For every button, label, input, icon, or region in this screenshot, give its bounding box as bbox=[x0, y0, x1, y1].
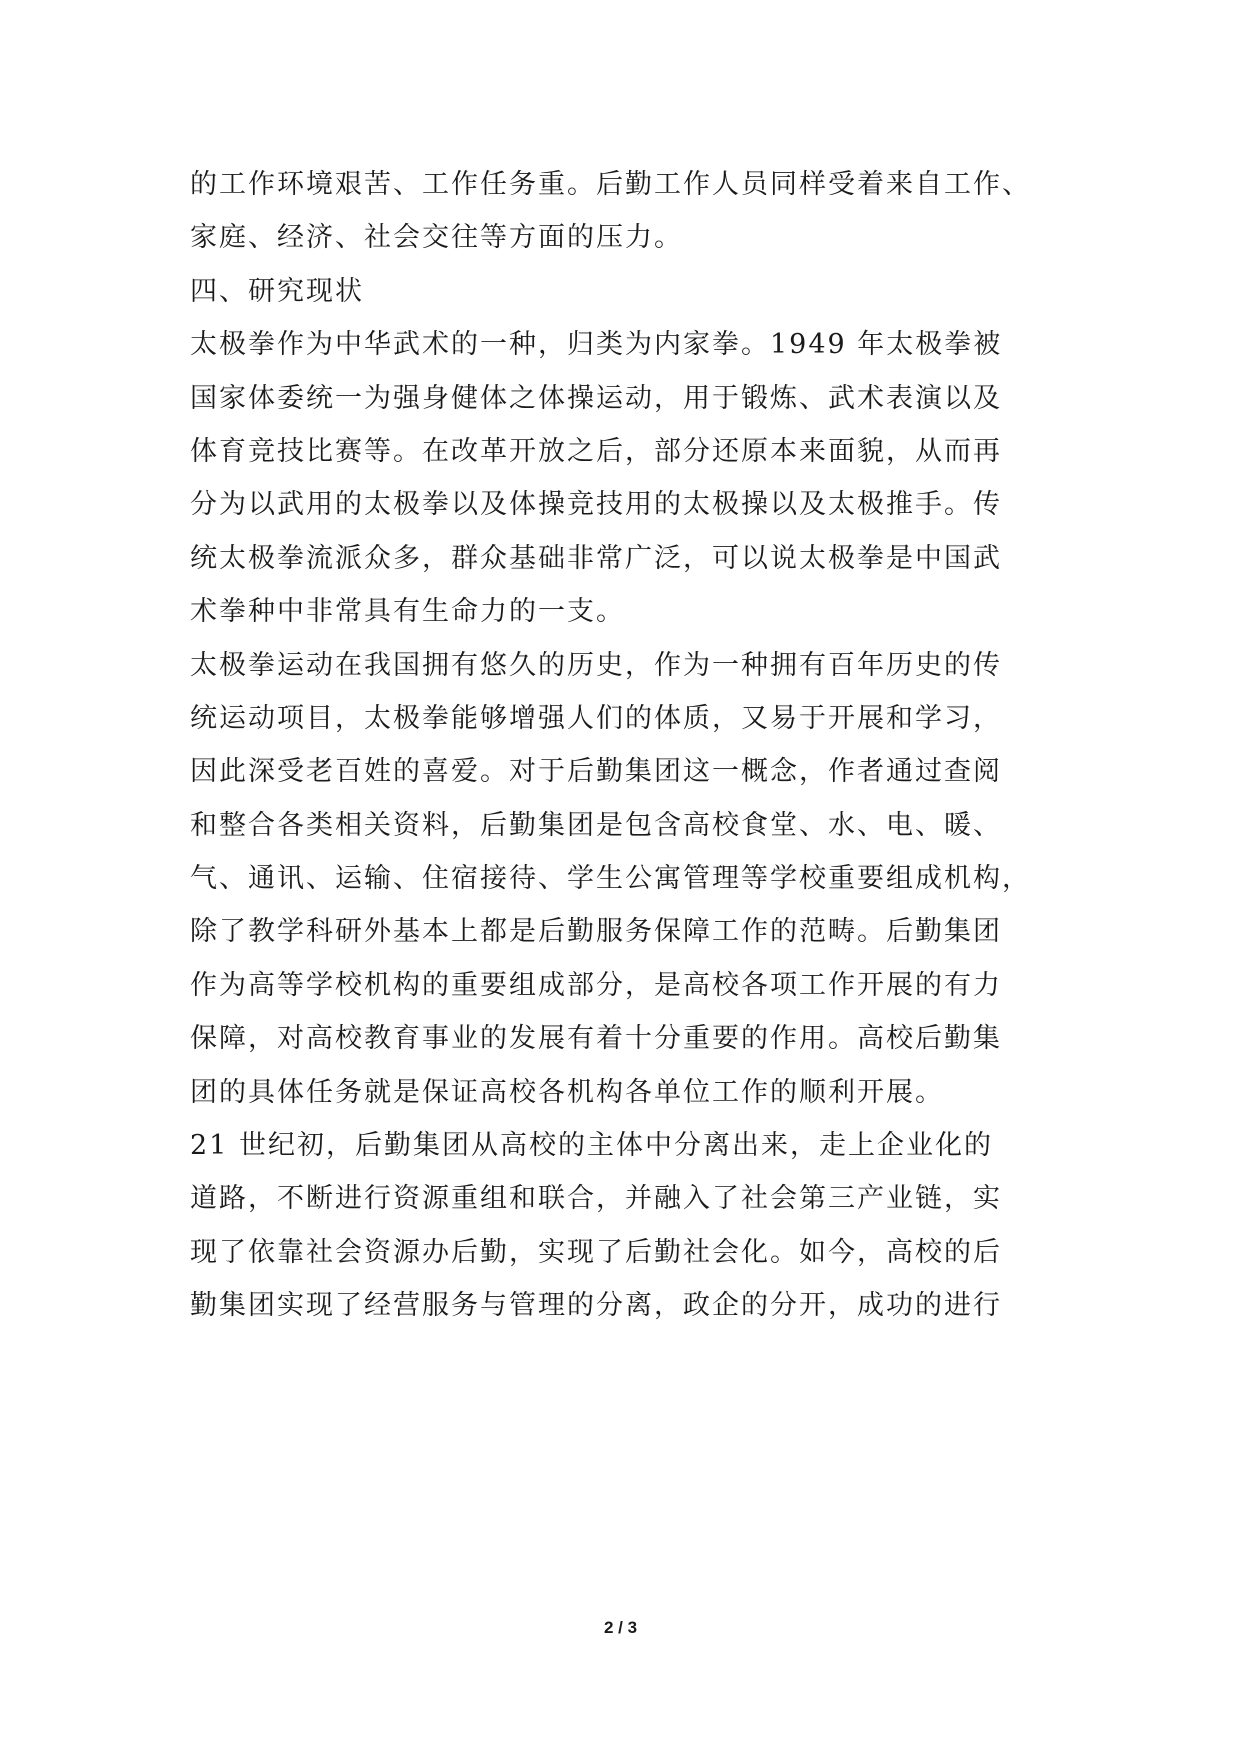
text-line: 统运动项目，太极拳能够增强人们的体质，又易于开展和学习， bbox=[190, 702, 1002, 734]
text-line: 勤集团实现了经营服务与管理的分离，政企的分开，成功的进行 bbox=[190, 1290, 1002, 1322]
text-line: 因此深受老百姓的喜爱。对于后勤集团这一概念，作者通过查阅 bbox=[190, 756, 1002, 788]
text-line: 团的具体任务就是保证高校各机构各单位工作的顺利开展。 bbox=[190, 1076, 944, 1108]
text-line: 道路，不断进行资源重组和联合，并融入了社会第三产业链，实 bbox=[190, 1183, 1002, 1215]
text-line: 太极拳作为中华武术的一种，归类为内家拳。1949 年太极拳被 bbox=[190, 329, 1003, 361]
text-line: 国家体委统一为强身健体之体操运动，用于锻炼、武术表演以及 bbox=[190, 382, 1002, 414]
text-line: 太极拳运动在我国拥有悠久的历史，作为一种拥有百年历史的传 bbox=[190, 649, 1002, 681]
text-line: 保障，对高校教育事业的发展有着十分重要的作用。高校后勤集 bbox=[190, 1023, 1002, 1055]
text-line: 家庭、经济、社会交往等方面的压力。 bbox=[190, 222, 683, 254]
text-line: 现了依靠社会资源办后勤，实现了后勤社会化。如今，高校的后 bbox=[190, 1236, 1002, 1268]
page-number: 2 / 3 bbox=[603, 1618, 638, 1637]
section-heading: 四、研究现状 bbox=[190, 275, 364, 307]
text-line: 和整合各类相关资料，后勤集团是包含高校食堂、水、电、暖、 bbox=[190, 809, 1002, 841]
text-line: 术拳种中非常具有生命力的一支。 bbox=[190, 596, 625, 628]
text-line: 除了教学科研外基本上都是后勤服务保障工作的范畴。后勤集团 bbox=[190, 916, 1002, 948]
text-line: 分为以武用的太极拳以及体操竞技用的太极操以及太极推手。传 bbox=[190, 489, 1002, 521]
text-line: 统太极拳流派众多，群众基础非常广泛，可以说太极拳是中国武 bbox=[190, 542, 1002, 574]
text-line: 气、通讯、运输、住宿接待、学生公寓管理等学校重要组成机构， bbox=[190, 863, 1031, 895]
text-line: 作为高等学校机构的重要组成部分，是高校各项工作开展的有力 bbox=[190, 969, 1002, 1001]
text-line: 21 世纪初，后勤集团从高校的主体中分离出来，走上企业化的 bbox=[190, 1130, 993, 1162]
text-line: 的工作环境艰苦、工作任务重。后勤工作人员同样受着来自工作、 bbox=[190, 169, 1031, 200]
document-body bbox=[190, 158, 1060, 1333]
text-line: 体育竞技比赛等。在改革开放之后，部分还原本来面貌，从而再 bbox=[190, 435, 1002, 467]
